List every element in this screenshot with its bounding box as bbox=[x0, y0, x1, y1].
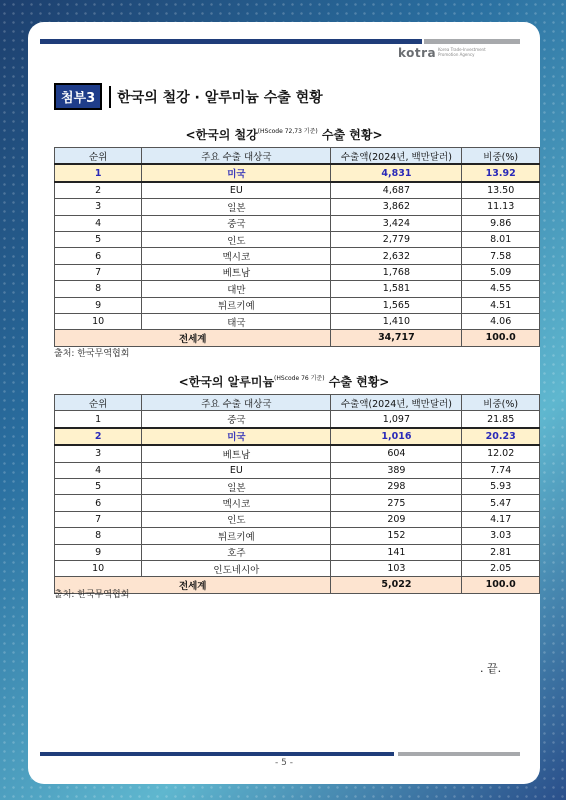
table-cell: EU bbox=[142, 462, 331, 478]
logo-subtitle: Korea Trade-Investment Promotion Agency bbox=[438, 47, 486, 57]
table-cell: 2 bbox=[55, 428, 142, 445]
heading-divider bbox=[109, 86, 111, 108]
table-cell: 일본 bbox=[142, 478, 331, 494]
table-row bbox=[55, 281, 540, 297]
header-bar bbox=[40, 39, 422, 44]
table-cell: 미국 bbox=[142, 164, 331, 181]
column-header: 주요 수출 대상국 bbox=[142, 148, 331, 165]
aluminum-table-title: <한국의 알루미늄$^{(HScode 76 기준)}$ 수출 현황> bbox=[178, 375, 390, 389]
table-row bbox=[55, 445, 540, 462]
table-cell: 298 bbox=[331, 478, 462, 494]
table-row bbox=[55, 511, 540, 527]
column-header: 비중(%) bbox=[462, 148, 540, 165]
section-heading bbox=[54, 83, 323, 110]
table-cell: 4,831 bbox=[331, 164, 462, 181]
attachment-badge: 첨부3 bbox=[54, 83, 102, 110]
table-cell: 8 bbox=[55, 281, 142, 297]
steel-source: 출처: 한국무역협회 bbox=[54, 349, 130, 359]
table-row bbox=[55, 182, 540, 199]
table-cell: 인도 bbox=[142, 511, 331, 527]
table-cell: 141 bbox=[331, 544, 462, 560]
table-row bbox=[55, 462, 540, 478]
table-header-row bbox=[55, 148, 540, 165]
table-cell: 미국 bbox=[142, 428, 331, 445]
table-cell: 6 bbox=[55, 495, 142, 511]
table-cell: 6 bbox=[55, 248, 142, 264]
table-cell: 2.05 bbox=[462, 560, 540, 576]
table-cell: 9 bbox=[55, 544, 142, 560]
table-cell: 7.74 bbox=[462, 462, 540, 478]
table-cell: 베트남 bbox=[142, 445, 331, 462]
table-cell: 10 bbox=[55, 560, 142, 576]
column-header: 순위 bbox=[55, 148, 142, 165]
table-cell: 7 bbox=[55, 511, 142, 527]
table-header-row bbox=[55, 395, 540, 411]
total-row bbox=[55, 330, 540, 346]
column-header: 수출액(2024년, 백만달러) bbox=[331, 148, 462, 165]
table-cell: 8 bbox=[55, 528, 142, 544]
table-cell: 389 bbox=[331, 462, 462, 478]
table-cell: 5.09 bbox=[462, 264, 540, 280]
table-row bbox=[55, 313, 540, 329]
total-cell: 5,022 bbox=[331, 577, 462, 593]
column-header: 주요 수출 대상국 bbox=[142, 395, 331, 411]
total-cell: 34,717 bbox=[331, 330, 462, 346]
column-header: 순위 bbox=[55, 395, 142, 411]
aluminum-export-table bbox=[54, 394, 540, 594]
table-row bbox=[55, 199, 540, 215]
table-cell: 2 bbox=[55, 182, 142, 199]
table-cell: 9.86 bbox=[462, 215, 540, 231]
table-cell: 1,410 bbox=[331, 313, 462, 329]
table-row bbox=[55, 560, 540, 576]
table-row bbox=[55, 528, 540, 544]
column-header: 비중(%) bbox=[462, 395, 540, 411]
table-cell: 중국 bbox=[142, 215, 331, 231]
table-cell: 1 bbox=[55, 411, 142, 428]
table-row bbox=[55, 495, 540, 511]
footer-bar-accent bbox=[398, 752, 520, 756]
table-cell: 9 bbox=[55, 297, 142, 313]
table-cell: 5.93 bbox=[462, 478, 540, 494]
table-cell: 5 bbox=[55, 478, 142, 494]
table-cell: 멕시코 bbox=[142, 495, 331, 511]
table-row bbox=[55, 411, 540, 428]
table-cell: 2,779 bbox=[331, 231, 462, 247]
table-cell: 1 bbox=[55, 164, 142, 181]
end-mark: . 끝. bbox=[480, 662, 502, 675]
table-cell: 5 bbox=[55, 231, 142, 247]
total-cell: 100.0 bbox=[462, 330, 540, 346]
table-cell: 21.85 bbox=[462, 411, 540, 428]
table-cell: 중국 bbox=[142, 411, 331, 428]
kotra-logo: kotra bbox=[398, 46, 437, 60]
table-row bbox=[55, 231, 540, 247]
table-cell: EU bbox=[142, 182, 331, 199]
table-cell: 4.55 bbox=[462, 281, 540, 297]
section-title: 한국의 철강 · 알루미늄 수출 현황 bbox=[117, 89, 323, 106]
table-cell: 3,424 bbox=[331, 215, 462, 231]
table-cell: 1,581 bbox=[331, 281, 462, 297]
table-cell: 4 bbox=[55, 215, 142, 231]
table-cell: 12.02 bbox=[462, 445, 540, 462]
table-cell: 5.47 bbox=[462, 495, 540, 511]
aluminum-source: 출처: 한국무역협회 bbox=[54, 590, 130, 600]
table-cell: 튀르키예 bbox=[142, 297, 331, 313]
table-cell: 1,768 bbox=[331, 264, 462, 280]
total-label: 전세계 bbox=[55, 330, 331, 346]
table-cell: 튀르키예 bbox=[142, 528, 331, 544]
total-cell: 100.0 bbox=[462, 577, 540, 593]
header-bar-accent bbox=[424, 39, 520, 44]
table-cell: 4,687 bbox=[331, 182, 462, 199]
table-row bbox=[55, 544, 540, 560]
table-cell: 일본 bbox=[142, 199, 331, 215]
table-cell: 20.23 bbox=[462, 428, 540, 445]
steel-table-title: <한국의 철강$^{(HScode 72,73 기준)}$ 수출 현황> bbox=[185, 128, 383, 142]
table-cell: 275 bbox=[331, 495, 462, 511]
table-cell: 103 bbox=[331, 560, 462, 576]
table-cell: 3 bbox=[55, 199, 142, 215]
table-cell: 호주 bbox=[142, 544, 331, 560]
table-cell: 13.92 bbox=[462, 164, 540, 181]
table-cell: 10 bbox=[55, 313, 142, 329]
table-row bbox=[55, 248, 540, 264]
table-cell: 4 bbox=[55, 462, 142, 478]
table-row bbox=[55, 478, 540, 494]
table-cell: 3.03 bbox=[462, 528, 540, 544]
table-cell: 604 bbox=[331, 445, 462, 462]
table-cell: 3,862 bbox=[331, 199, 462, 215]
table-row bbox=[55, 215, 540, 231]
table-cell: 인도네시아 bbox=[142, 560, 331, 576]
table-cell: 152 bbox=[331, 528, 462, 544]
table-row bbox=[55, 264, 540, 280]
steel-export-table bbox=[54, 147, 540, 347]
table-cell: 4.17 bbox=[462, 511, 540, 527]
table-cell: 11.13 bbox=[462, 199, 540, 215]
table-row bbox=[55, 297, 540, 313]
table-cell: 1,016 bbox=[331, 428, 462, 445]
page-number: - 5 - bbox=[275, 758, 293, 768]
table-cell: 1,565 bbox=[331, 297, 462, 313]
table-cell: 인도 bbox=[142, 231, 331, 247]
document-page bbox=[28, 22, 540, 784]
table-cell: 베트남 bbox=[142, 264, 331, 280]
table-row bbox=[55, 164, 540, 181]
table-cell: 1,097 bbox=[331, 411, 462, 428]
table-cell: 7.58 bbox=[462, 248, 540, 264]
total-label: 전세계 bbox=[55, 577, 331, 593]
table-cell: 2,632 bbox=[331, 248, 462, 264]
table-cell: 7 bbox=[55, 264, 142, 280]
table-cell: 209 bbox=[331, 511, 462, 527]
table-cell: 8.01 bbox=[462, 231, 540, 247]
footer-bar bbox=[40, 752, 394, 756]
table-cell: 태국 bbox=[142, 313, 331, 329]
table-cell: 13.50 bbox=[462, 182, 540, 199]
table-row bbox=[55, 428, 540, 445]
table-cell: 4.51 bbox=[462, 297, 540, 313]
table-cell: 대만 bbox=[142, 281, 331, 297]
table-cell: 3 bbox=[55, 445, 142, 462]
table-cell: 멕시코 bbox=[142, 248, 331, 264]
table-cell: 4.06 bbox=[462, 313, 540, 329]
table-cell: 2.81 bbox=[462, 544, 540, 560]
column-header: 수출액(2024년, 백만달러) bbox=[331, 395, 462, 411]
